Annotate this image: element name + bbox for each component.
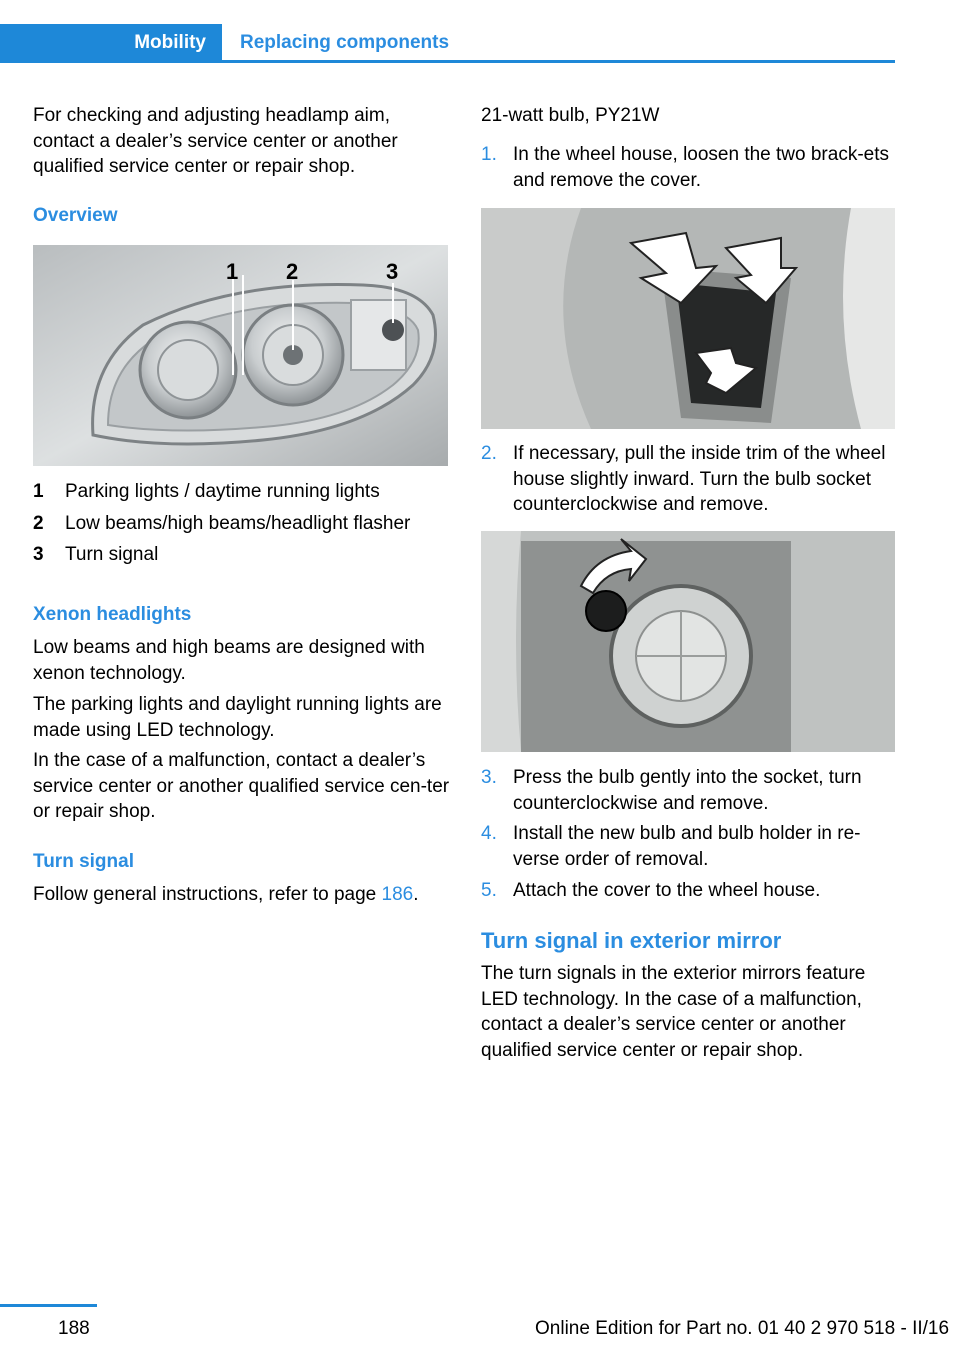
callout-3: 3 <box>386 259 399 284</box>
step-number: 4. <box>481 823 497 844</box>
header-rule <box>0 60 895 63</box>
callout-1: 1 <box>226 259 239 284</box>
legend-text: Turn signal <box>65 544 159 565</box>
step-item <box>481 441 895 518</box>
legend-item <box>33 479 380 504</box>
wheelhouse-cover-illustration <box>481 208 895 429</box>
xenon-paragraph-2: The parking lights and daylight running lights are made using LED technology. <box>33 694 442 741</box>
xenon-paragraph-1: Low beams and high beams are designed with xenon technology. <box>33 637 425 684</box>
step-text: Attach the cover to the wheel house. <box>513 880 821 901</box>
bulb-socket-photo <box>481 531 895 752</box>
legend-num: 3 <box>33 544 44 565</box>
footer-rule <box>0 1304 97 1307</box>
mirror-paragraph: The turn signals in the exterior mirrors feature LED technology. In the case of a malfunction, contact a dealer’s service center or another qualified service center or repair shop. <box>481 963 866 1061</box>
edition-text: Online Edition for Part no. 01 40 2 970 518 - II/16 <box>535 1318 950 1339</box>
header-tab-section[interactable]: Replacing components <box>240 32 450 53</box>
legend-num: 1 <box>33 481 44 502</box>
page-number: 188 <box>58 1318 90 1339</box>
step-item <box>481 142 895 193</box>
mirror-heading: Turn signal in exterior mirror <box>481 928 782 953</box>
overview-heading: Overview <box>33 205 118 226</box>
xenon-heading: Xenon headlights <box>33 604 192 625</box>
step-number: 5. <box>481 880 497 901</box>
callout-2: 2 <box>286 259 299 284</box>
legend-num: 2 <box>33 513 44 534</box>
legend-item <box>33 511 410 536</box>
legend-text: Low beams/high beams/headlight flasher <box>65 513 411 534</box>
step-text: Press the bulb gently into the socket, turn counterclockwise and remove. <box>513 767 862 814</box>
header-tab-mobility[interactable] <box>0 24 222 61</box>
step-number: 3. <box>481 767 497 788</box>
page-link-186[interactable]: 186 <box>381 884 414 905</box>
step-text: If necessary, pull the inside trim of the wheel house slightly inward. Turn the bulb socket counterclockwise and remove. <box>513 443 886 515</box>
step-item <box>481 821 895 872</box>
xenon-paragraph-3: In the case of a malfunction, contact a dealer’s service center or another qualified service cen‐ter or repair shop. <box>33 750 450 822</box>
bulb-socket-illustration <box>481 531 895 752</box>
turn-signal-text: Follow general instructions, refer to page <box>33 884 382 905</box>
headlight-figure <box>33 245 448 466</box>
bulb-title: 21-watt bulb, PY21W <box>481 105 660 126</box>
step-number: 1. <box>481 144 497 165</box>
wheelhouse-cover-photo <box>481 208 895 429</box>
turn-signal-period: . <box>413 884 419 905</box>
intro-paragraph: For checking and adjusting headlamp aim, contact a dealer’s service center or another qualified service center or repair shop. <box>33 105 398 177</box>
turn-signal-text-wrap <box>33 857 419 905</box>
turn-signal-heading: Turn signal <box>33 851 134 872</box>
step-item <box>481 765 895 816</box>
legend-item <box>33 542 158 567</box>
step-number: 2. <box>481 443 497 464</box>
header-tab-mobility-label: Mobility <box>134 32 206 53</box>
step-text: In the wheel house, loosen the two brack‐ets and remove the cover. <box>513 144 890 191</box>
step-item <box>481 878 895 904</box>
step-text: Install the new bulb and bulb holder in re‐verse order of removal. <box>513 823 861 870</box>
legend-text: Parking lights / daytime running lights <box>65 481 380 502</box>
